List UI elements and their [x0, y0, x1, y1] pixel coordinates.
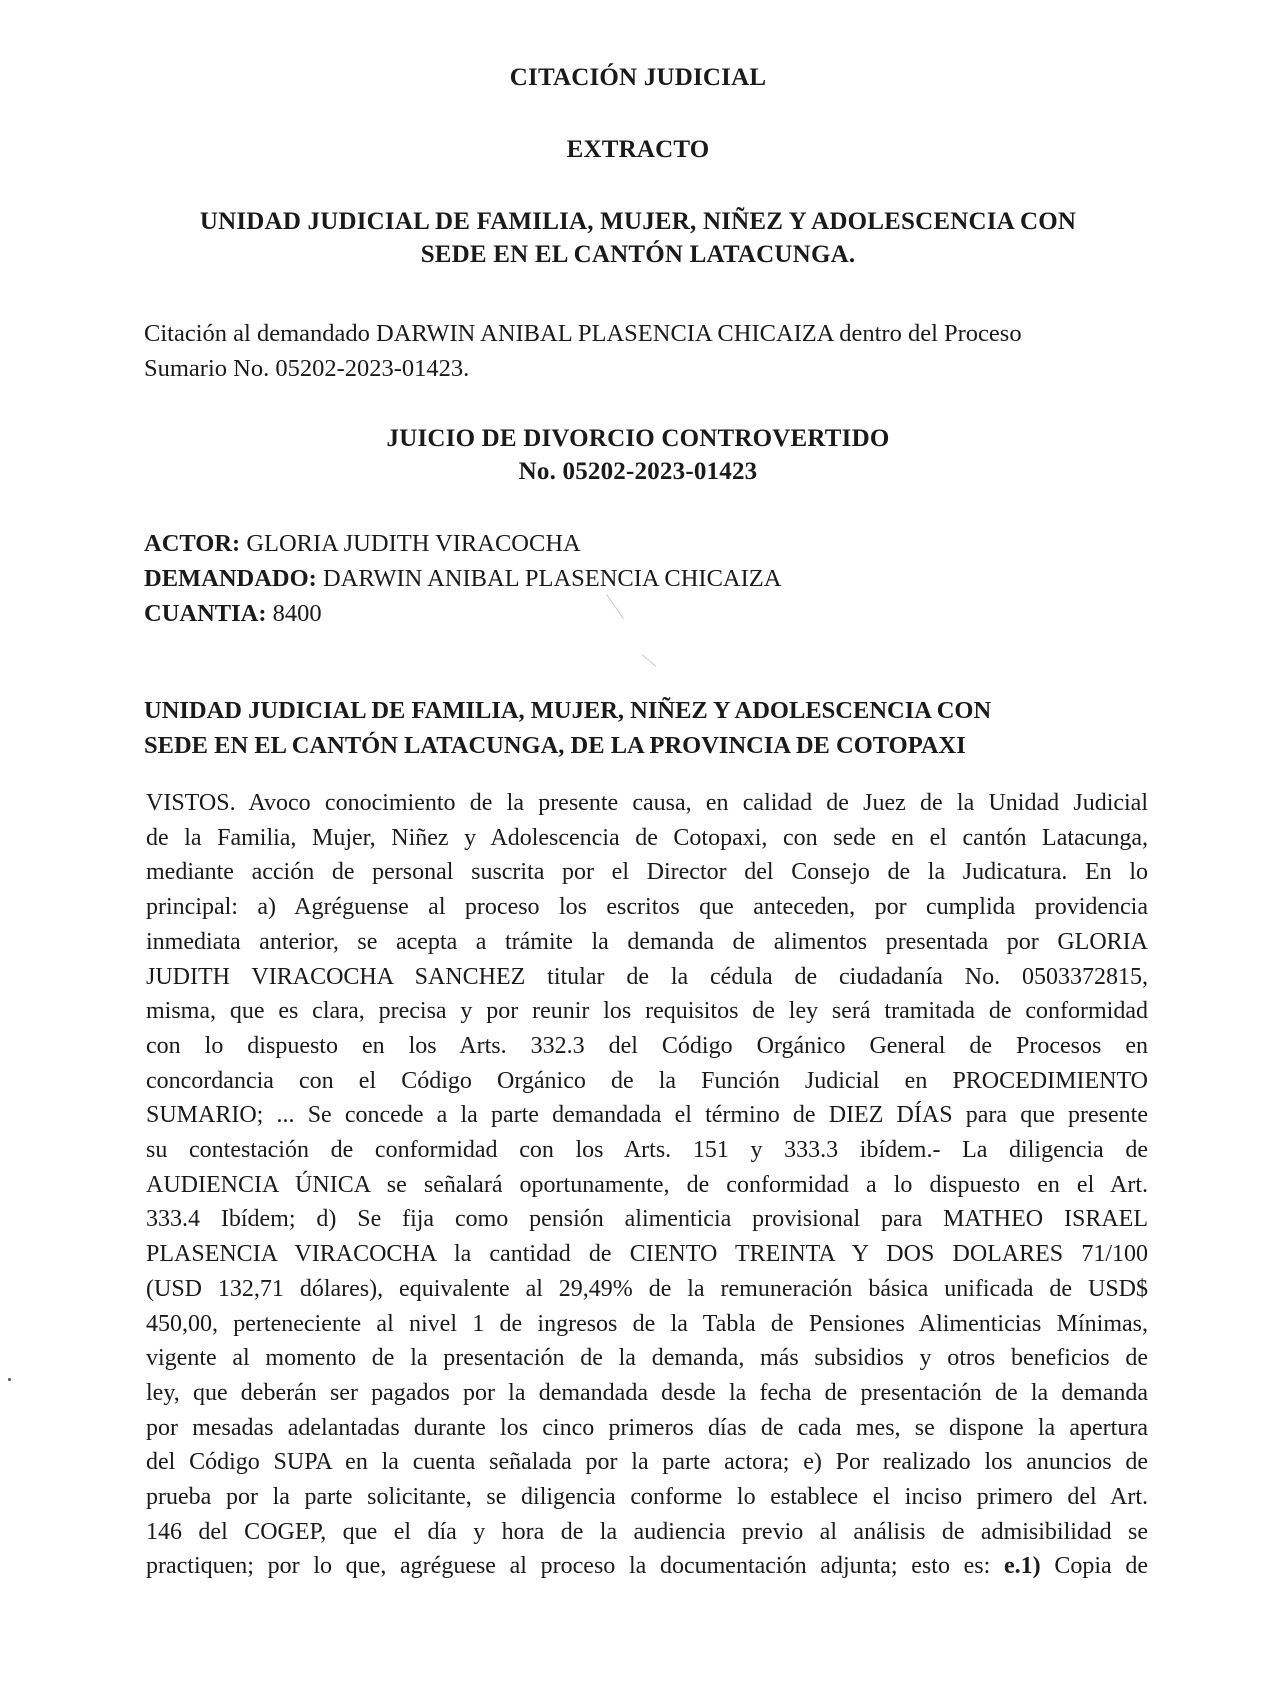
scan-speck: [8, 1378, 11, 1381]
ruling-line: VISTOS. Avoco conocimiento de la presente causa, en calidad de Juez de la Unidad Judicial: [146, 790, 1148, 816]
defendant-row: [144, 561, 781, 596]
document-title: CITACIÓN JUDICIAL: [509, 64, 767, 91]
ruling-line: concordancia con el Código Orgánico de la Función Judicial en PROCEDIMIENTO: [146, 1067, 1148, 1094]
court-full-heading: [144, 693, 1164, 763]
case-number: No. 05202-2023-01423: [518, 458, 758, 485]
document-subtitle: EXTRACTO: [566, 136, 710, 163]
case-heading: [0, 422, 1276, 488]
ruling-line: de la Familia, Mujer, Niñez y Adolescencia de Cotopaxi, con sede en el cantón Latacunga,: [146, 824, 1148, 851]
ruling-line: 146 del COGEP, que el día y hora de la audiencia previo al análisis de admisibilidad se: [146, 1518, 1148, 1545]
court-heading-line1: UNIDAD JUDICIAL DE FAMILIA, MUJER, NIÑEZ Y ADOLESCENCIA CON: [199, 208, 1077, 235]
ruling-line: vigente al momento de la presentación de la demanda, más subsidios y otros beneficios de: [146, 1345, 1148, 1372]
court-full-line2: SEDE EN EL CANTÓN LATACUNGA, DE LA PROVINCIA DE COTOPAXI: [144, 732, 966, 759]
ruling-line: ley, que deberán ser pagados por la demandada desde la fecha de presentación de la demanda: [146, 1379, 1148, 1406]
amount-value: 8400: [272, 600, 322, 627]
actor-value: GLORIA JUDITH VIRACOCHA: [246, 530, 581, 557]
ruling-last-end: Copia de: [1040, 1553, 1148, 1580]
ruling-line: del Código SUPA en la cuenta señalada por la parte actora; e) Por realizado los anuncios de: [146, 1449, 1148, 1476]
scan-mark: [642, 654, 656, 666]
defendant-label: DEMANDADO:: [144, 565, 317, 592]
court-heading-line2: SEDE EN EL CANTÓN LATACUNGA.: [420, 241, 856, 268]
ruling-line: PLASENCIA VIRACOCHA la cantidad de CIENTO TREINTA Y DOS DOLARES 71/100: [146, 1241, 1148, 1268]
ruling-line: 333.4 Ibídem; d) Se fija como pensión alimenticia provisional para MATHEO ISRAEL: [146, 1206, 1148, 1233]
ruling-line: JUDITH VIRACOCHA SANCHEZ titular de la cédula de ciudadanía No. 0503372815,: [146, 963, 1148, 990]
citation-intro: [144, 316, 1154, 386]
ruling-line: principal: a) Agréguense al proceso los escritos que anteceden, por cumplida providencia: [146, 894, 1148, 921]
ruling-last-start: practiquen; por lo que, agréguese al proceso la documentación adjunta; esto es:: [146, 1553, 1004, 1580]
ruling-line: prueba por la parte solicitante, se diligencia conforme lo establece el inciso primero del Art.: [146, 1484, 1148, 1511]
parties-block: [144, 526, 781, 631]
ruling-item-marker: e.1): [1003, 1553, 1041, 1580]
actor-row: [144, 526, 781, 561]
ruling-line: mediante acción de personal suscrita por el Director del Consejo de la Judicatura. En lo: [146, 859, 1148, 886]
citation-intro-line2: Sumario No. 05202-2023-01423.: [144, 355, 470, 382]
case-title: JUICIO DE DIVORCIO CONTROVERTIDO: [386, 425, 890, 452]
citation-intro-line1: Citación al demandado DARWIN ANIBAL PLASENCIA CHICAIZA dentro del Proceso: [144, 320, 1022, 347]
court-heading: [0, 205, 1276, 271]
actor-label: ACTOR:: [144, 530, 241, 557]
ruling-line: su contestación de conformidad con los Arts. 151 y 333.3 ibídem.- La diligencia de: [146, 1137, 1148, 1164]
ruling-line: por mesadas adelantadas durante los cinco primeros días de cada mes, se dispone la apertura: [146, 1414, 1148, 1441]
ruling-line: inmediata anterior, se acepta a trámite la demanda de alimentos presentada por GLORIA: [146, 928, 1148, 955]
court-full-line1: UNIDAD JUDICIAL DE FAMILIA, MUJER, NIÑEZ Y ADOLESCENCIA CON: [144, 697, 992, 724]
ruling-last-line: [146, 1549, 1148, 1584]
ruling-line: AUDIENCIA ÚNICA se señalará oportunamente, de conformidad a lo dispuesto en el Art.: [146, 1171, 1148, 1198]
ruling-line: misma, que es clara, precisa y por reunir los requisitos de ley será tramitada de conformidad: [146, 998, 1148, 1025]
ruling-line: (USD 132,71 dólares), equivalente al 29,49% de la remuneración básica unificada de USD$: [146, 1275, 1148, 1302]
amount-label: CUANTIA:: [144, 600, 267, 627]
defendant-value: DARWIN ANIBAL PLASENCIA CHICAIZA: [322, 565, 782, 592]
ruling-line: SUMARIO; ... Se concede a la parte demandada el término de DIEZ DÍAS para que presente: [146, 1102, 1148, 1129]
amount-row: [144, 596, 781, 631]
ruling-line: 450,00, perteneciente al nivel 1 de ingresos de la Tabla de Pensiones Alimenticias Mínimas,: [146, 1310, 1148, 1337]
ruling-body: [146, 786, 1148, 1584]
ruling-line: con lo dispuesto en los Arts. 332.3 del Código Orgánico General de Procesos en: [146, 1032, 1148, 1059]
